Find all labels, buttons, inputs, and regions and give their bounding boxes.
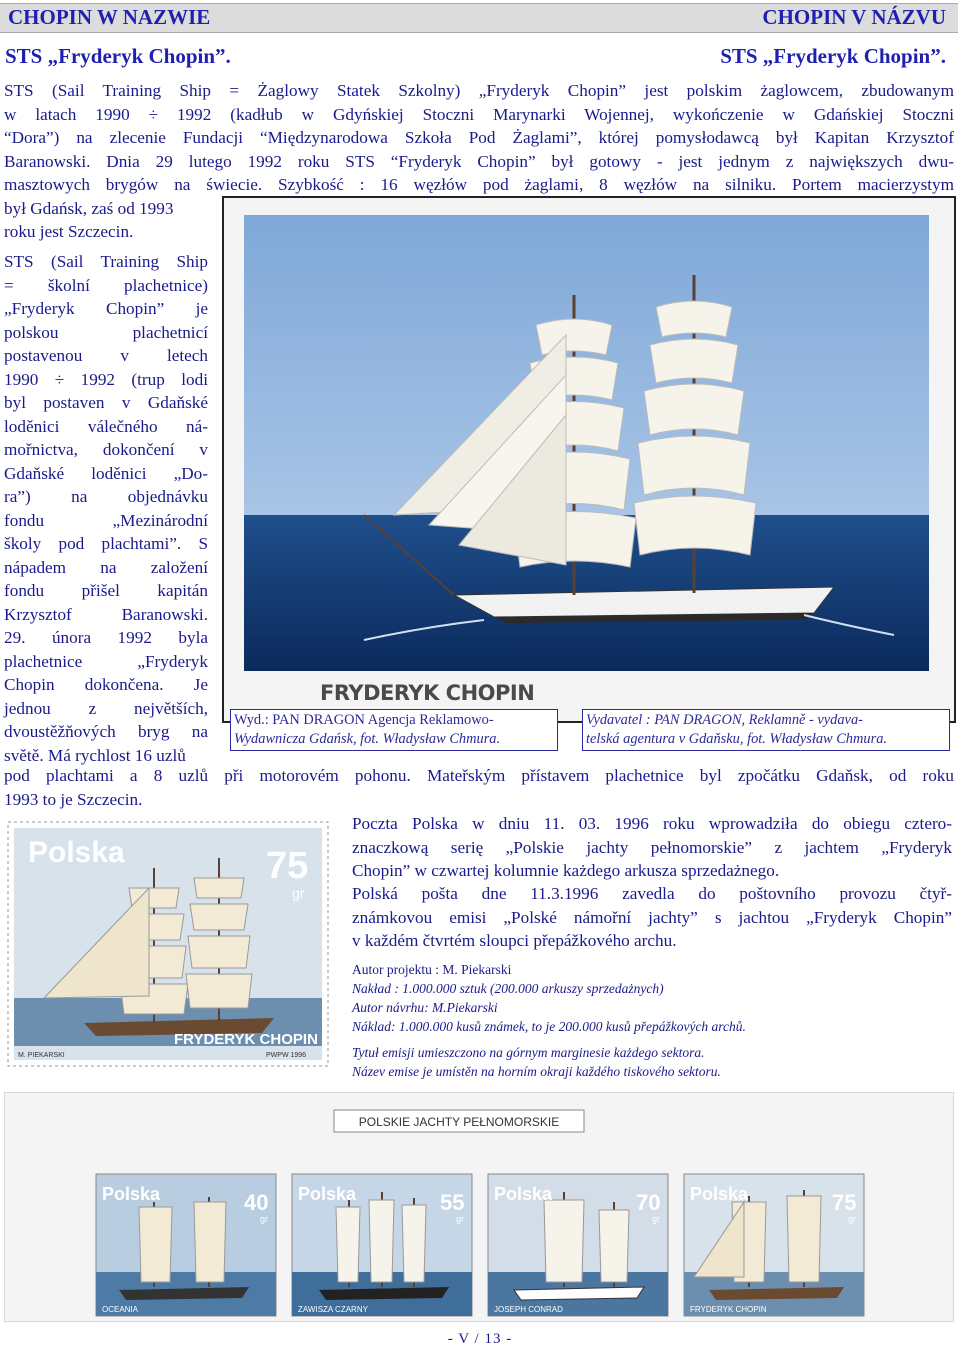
subheader-polish: STS „Fryderyk Chopin”. — [5, 44, 231, 68]
sheet-stamp-oceania — [96, 1174, 276, 1316]
sheet-stamp-name: OCEANIA — [102, 1305, 139, 1314]
text-line: w latach 1990 ÷ 1992 (kadłub w Gdyńskiej Stoczni Marynarki Wojennej, wykończenie w Gdańskiej Stoczni — [4, 104, 954, 124]
issue-info-polish — [352, 812, 952, 883]
text-line: známkovou emisi „Polské námořní jachty” s jachtou „Fryderyk Chopin” — [352, 907, 952, 927]
text-line: Chopin dokončena. Je — [4, 675, 208, 694]
text-line: Polská pošta dne 11.3.1996 zavedla do poštovního provozu čtyř- — [352, 884, 952, 903]
header-title-polish: CHOPIN W NAZWIE — [8, 5, 211, 29]
credit-line: Wydawnicza Gdańsk, fot. Władysław Chmura. — [234, 731, 501, 747]
sheet-stamp-unit: gr — [456, 1214, 465, 1224]
text-line: roku jest Szczecin. — [4, 222, 134, 241]
detail-line: Autor projektu : M. Piekarski — [352, 962, 512, 977]
sheet-stamp-country: Polska — [494, 1184, 553, 1204]
stamp-sheet — [4, 1092, 954, 1322]
issue-info-czech — [352, 882, 952, 953]
publisher-credit-czech — [582, 709, 950, 751]
text-line: masztowych brygów na świecie. Szybkość : 16 węzłów pod żaglami, 8 węzłów na silniku. Portem macierzystym — [4, 175, 954, 194]
text-line: Baranowski. Dnia 29 lutego 1992 roku STS “Fryderyk Chopin” był gotowy - jest jednym z największych dwu- — [4, 151, 954, 171]
sheet-stamp-name: JOSEPH CONRAD — [494, 1305, 563, 1314]
page-number: - V / 13 - — [447, 1331, 513, 1347]
detail-line: Autor návrhu: M.Piekarski — [352, 1000, 498, 1015]
text-line: Gdaňské loděnici „Do- — [4, 463, 208, 483]
text-line: ra”) na objednávku — [4, 487, 208, 506]
text-line: plachetnice „Fryderyk — [4, 651, 208, 671]
text-line: mořnictva, dokončení v — [4, 440, 208, 459]
text-line: byl postaven v Gdaňské — [4, 393, 208, 412]
sheet-stamp-unit: gr — [260, 1214, 269, 1224]
text-line: Chopin” w czwartej kolumnie każdego arkusza sprzedażnego. — [352, 861, 780, 880]
text-line: = školní plachetnice) — [4, 275, 208, 295]
stamp-country: Polska — [28, 836, 125, 869]
issue-details — [352, 960, 952, 1036]
detail-line: Nakład : 1.000.000 sztuk (200.000 arkuszy sprzedażnych) — [352, 981, 664, 996]
text-line: znaczkową serię „Polskie jachty pełnomorskie” z jachtem „Fryderyk — [352, 837, 952, 857]
text-line: STS (Sail Training Ship — [4, 252, 208, 271]
sheet-title: POLSKIE JACHTY PEŁNOMORSKIE — [358, 1115, 560, 1129]
text-line: “Dora”) na zlecenie Fundacji “Międzynarodowa Szkoła Pod Żaglami”, której pomysłodawcą był Kapitan Krzysztof — [4, 128, 954, 147]
credit-line: Vydavatel : PAN DRAGON, Reklamně - vydava- — [586, 712, 863, 728]
text-line: 29. února 1992 byla — [4, 628, 208, 647]
stamp-name: FRYDERYK CHOPIN — [174, 1031, 318, 1048]
publisher-credit-polish — [230, 709, 558, 751]
credit-line: Wyd.: PAN DRAGON Agencja Reklamowo- — [234, 712, 494, 728]
sheet-stamp-name: FRYDERYK CHOPIN — [690, 1305, 767, 1314]
text-line: Poczta Polska w dniu 11. 03. 1996 roku wprowadziła do obiegu cztero- — [352, 814, 952, 833]
text-line: STS (Sail Training Ship = Żaglowy Statek Szkolny) „Fryderyk Chopin” jest polskim żaglowcem, zbudowanym — [4, 81, 954, 100]
sheet-stamp-joseph-conrad — [488, 1174, 668, 1316]
sheet-stamp-value: 70 — [636, 1190, 661, 1215]
sheet-stamp-country: Polska — [298, 1184, 357, 1204]
credit-line: telská agentura v Gdaňsku, fot. Władysław Chmura. — [586, 731, 887, 747]
text-line: postavenou v letech — [4, 346, 208, 365]
sheet-stamp-value: 55 — [440, 1190, 465, 1215]
sheet-stamp-value: 75 — [832, 1190, 857, 1215]
text-line: jednou z největších, — [4, 698, 208, 718]
sheet-stamp-value: 40 — [244, 1190, 269, 1215]
header-title-czech: CHOPIN V NÁZVU — [762, 5, 946, 29]
sheet-stamp-country: Polska — [102, 1184, 161, 1204]
text-line: školy pod plachtami”. S — [4, 534, 208, 553]
stamp-unit: gr — [292, 885, 305, 901]
text-line: nápadem na založení — [4, 557, 208, 577]
text-line: v každém čtvrtém sloupci přepážkového archu. — [352, 931, 677, 950]
article-czech-continued — [4, 764, 954, 811]
stamp-value: 75 — [266, 845, 309, 887]
text-line: dvoustěžňových bryg na — [4, 722, 208, 741]
text-line: 1993 to je Szczecin. — [4, 789, 143, 809]
sheet-stamp-unit: gr — [652, 1214, 661, 1224]
article-czech — [4, 250, 208, 767]
note-line: Název emise je umístěn na horním okraji každého tiskového sektoru. — [352, 1064, 721, 1079]
text-line: „Fryderyk Chopin” je — [4, 299, 208, 318]
detail-line: Náklad: 1.000.000 kusů známek, to je 200.000 kusů přepážkových archů. — [352, 1019, 746, 1034]
ship-photo — [244, 215, 929, 671]
sheet-stamp-unit: gr — [848, 1214, 857, 1224]
text-line: był Gdańsk, zaś od 1993 — [4, 198, 174, 218]
text-line: světě. Má rychlost 16 uzlů — [4, 745, 186, 765]
sheet-stamp-fryderyk-chopin — [684, 1174, 864, 1316]
text-line: fondu přišel kapitán — [4, 581, 208, 600]
text-line: Krzysztof Baranowski. — [4, 604, 208, 624]
stamp-printer: PWPW 1996 — [266, 1052, 307, 1059]
stamp-designer: M. PIEKARSKI — [18, 1052, 65, 1059]
subheader-czech: STS „Fryderyk Chopin”. — [720, 44, 946, 68]
text-line: pod plachtami a 8 uzlů při motorovém pohonu. Mateřským přístavem plachetnice byl zpočátku Gdaňsk, od roku — [4, 766, 954, 785]
text-line: polskou plachetnicí — [4, 322, 208, 342]
text-line: loděnici válečného ná- — [4, 416, 208, 436]
text-line: 1990 ÷ 1992 (trup lodi — [4, 369, 208, 389]
issue-notes — [352, 1043, 952, 1081]
text-line: fondu „Mezinárodní — [4, 510, 208, 530]
note-line: Tytuł emisji umieszczono na górnym marginesie każdego sektora. — [352, 1045, 705, 1060]
sheet-stamp-country: Polska — [690, 1184, 749, 1204]
photo-caption: FRYDERYK CHOPIN — [320, 681, 535, 705]
stamp-fryderyk-chopin — [4, 818, 332, 1070]
sheet-stamp-zawisza-czarny — [292, 1174, 472, 1316]
sheet-stamp-name: ZAWISZA CZARNY — [298, 1305, 368, 1314]
